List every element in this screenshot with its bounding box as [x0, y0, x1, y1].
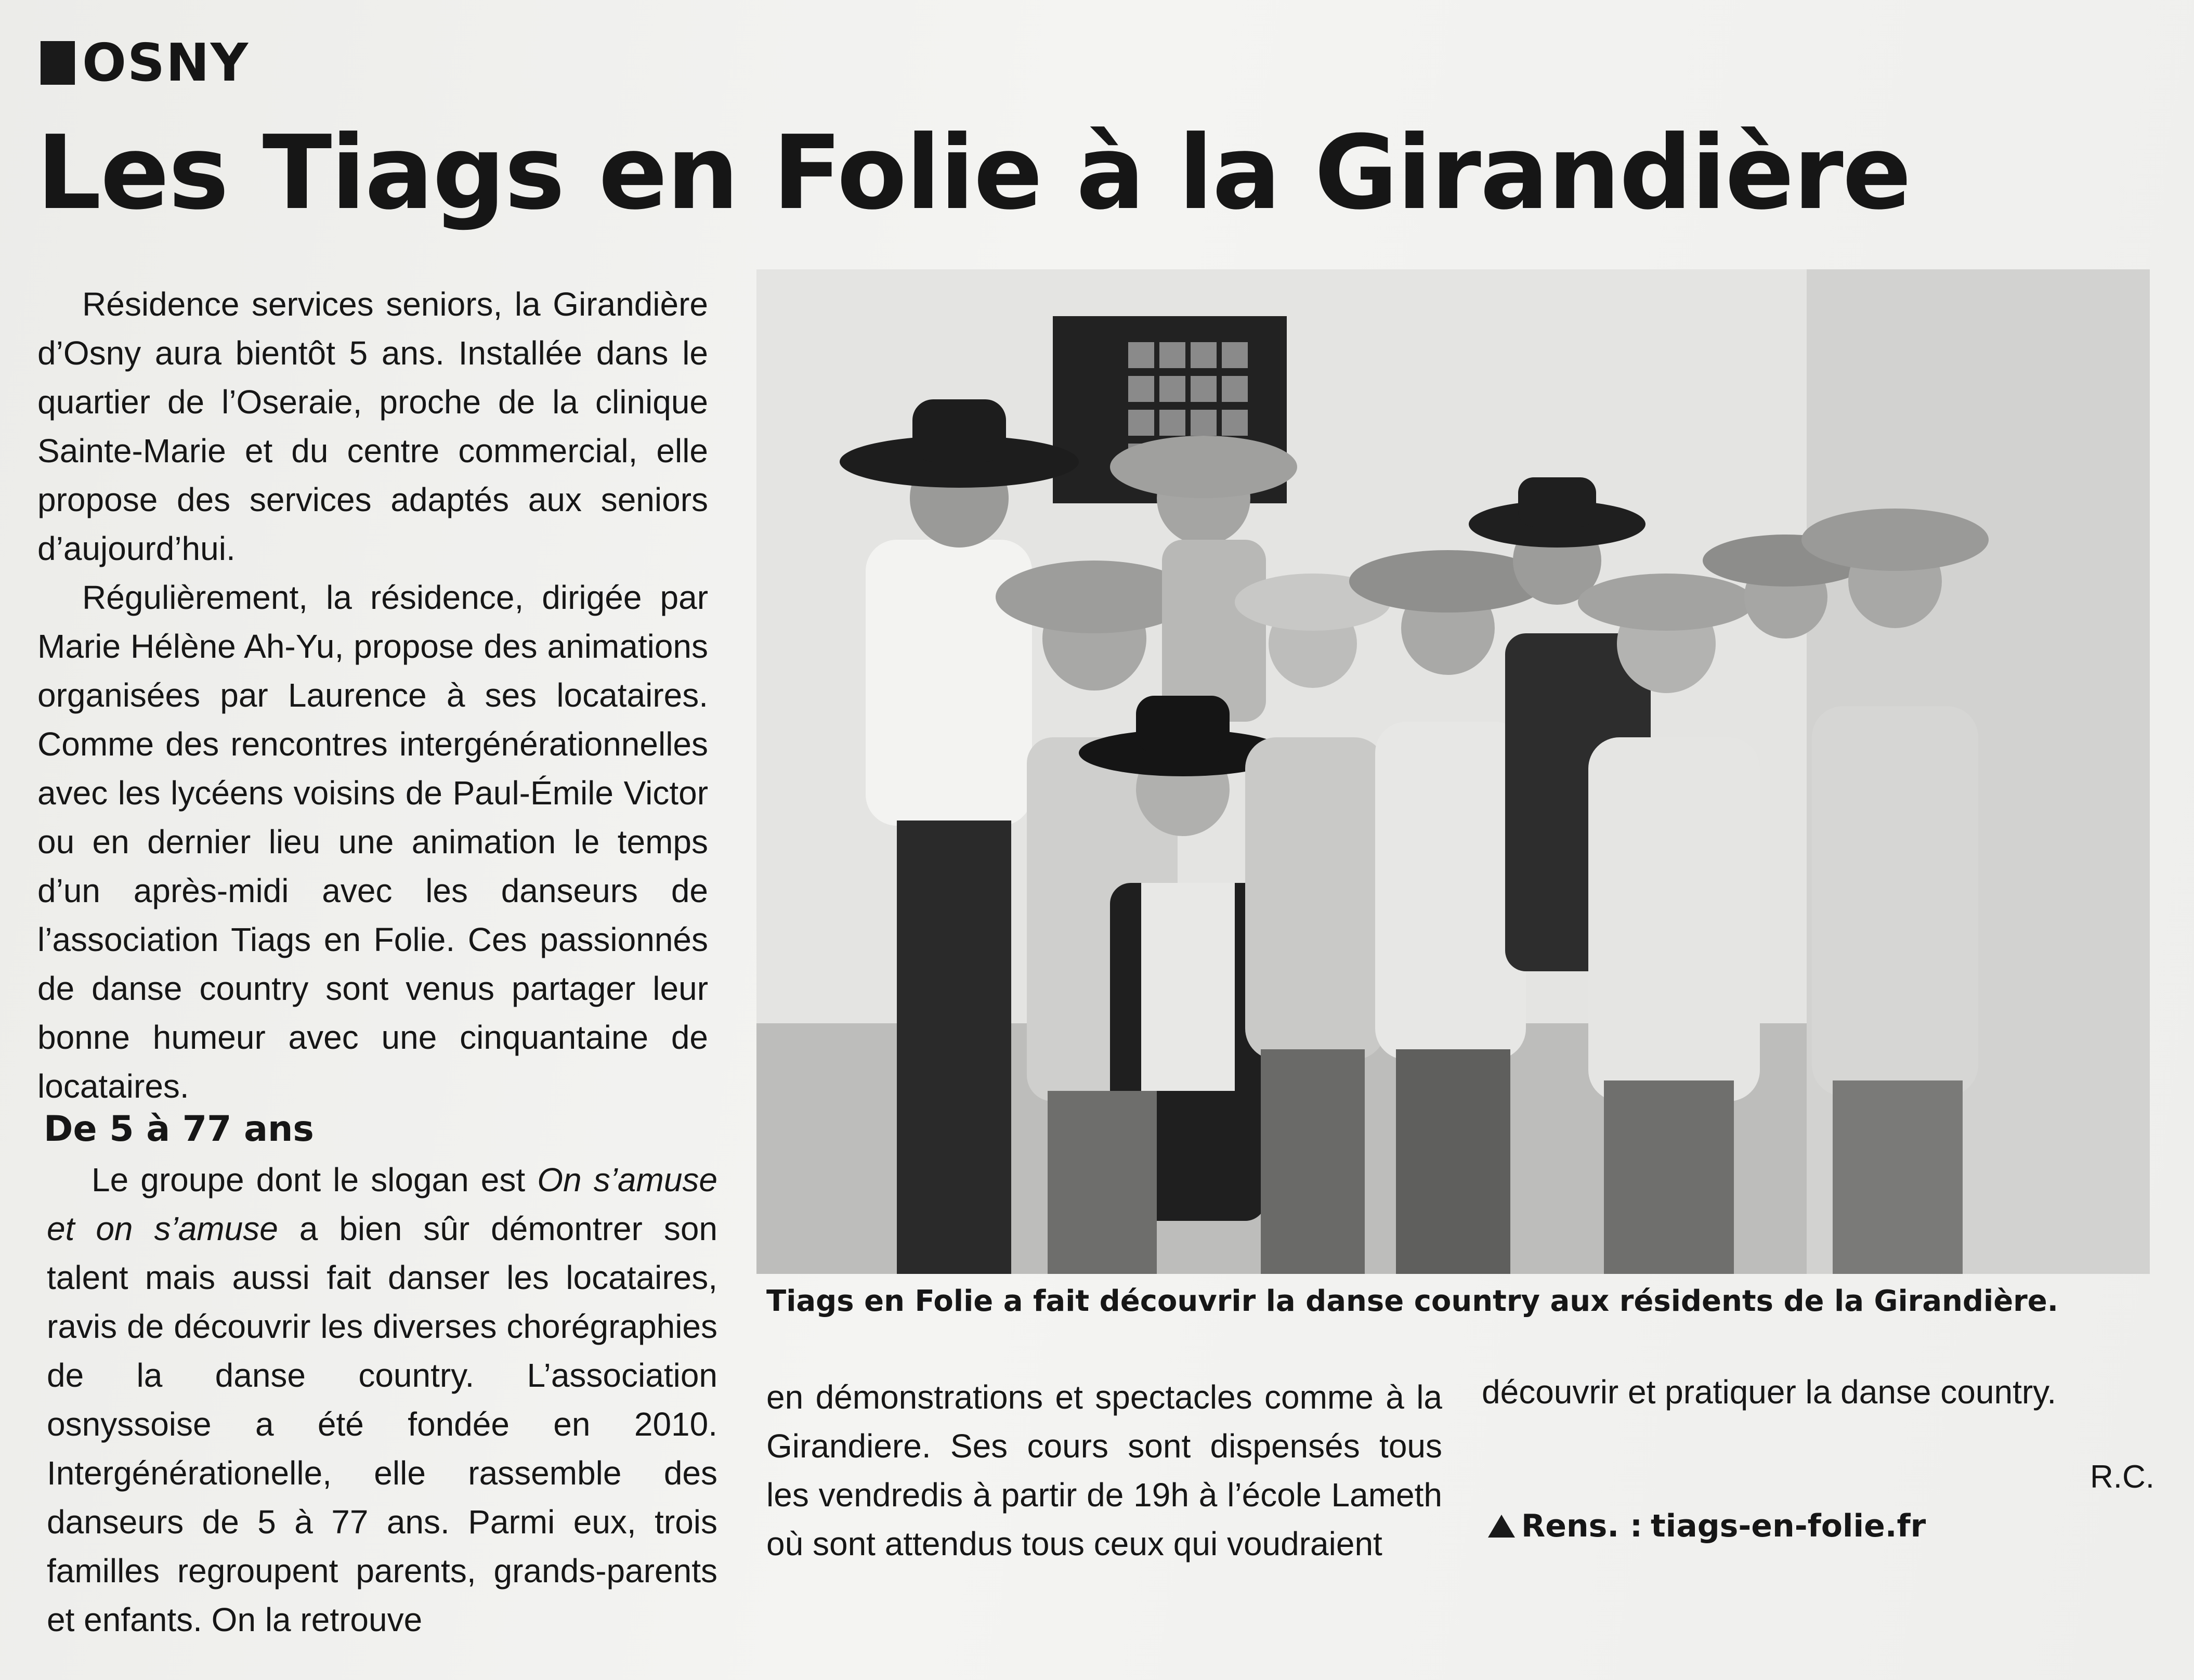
paragraph-classes: en démonstrations et spectacles comme à la Girandiere. Ses cours sont dispensés tous les vendredis à partir de 19h à l’école Lameth où sont attendus tous ceux qui voudraient	[766, 1378, 1442, 1562]
article-column-3	[1482, 1368, 2158, 1416]
info-url: tiags-en-folie.fr	[1651, 1508, 1926, 1544]
group-slogan: On s’amuse et on s’amuse	[47, 1161, 718, 1247]
paragraph-animations: Régulièrement, la résidence, dirigée par Marie Hélène Ah-Yu, propose des animations organisées par Laurence à ses locataires. Comme des rencontres intergénérationnelles avec les lycéens voisins de Paul-Émile Victor ou en dernier lieu une animation le temps d’un après-midi avec les danseurs de l’association Tiags en Folie. Ces passionnés de danse country sont venus partager leur bonne humeur avec une cinquantaine de locataires.	[37, 579, 708, 1105]
section-marker-icon	[41, 41, 75, 85]
article-column-2	[766, 1373, 1442, 1568]
article-photo	[756, 269, 2150, 1274]
section-name: OSNY	[82, 32, 250, 93]
author-signature: R.C.	[2090, 1459, 2154, 1495]
info-line	[1488, 1508, 1926, 1544]
paragraph-ending: découvrir et pratiquer la danse country.	[1482, 1373, 2057, 1411]
info-label: Rens. :	[1521, 1508, 1642, 1544]
photo-caption: Tiags en Folie a fait découvrir la danse country aux résidents de la Girandière.	[766, 1284, 2059, 1318]
section-label	[41, 32, 249, 93]
paragraph-group-start: Le groupe dont le slogan est	[92, 1161, 538, 1199]
paragraph-intro: Résidence services seniors, la Girandière d’Osny aura bientôt 5 ans. Installée dans le quartier de l’Oseraie, proche de la clinique Sainte-Marie et du centre commercial, elle propose des services adaptés aux seniors d’aujourd’hui.	[37, 285, 708, 567]
article-column-1	[37, 280, 708, 1111]
article-headline: Les Tiags en Folie à la Girandière	[36, 114, 1911, 232]
article-column-1-continued	[47, 1155, 717, 1644]
triangle-icon	[1488, 1515, 1515, 1538]
dancers-group-photo	[756, 269, 2150, 1274]
paragraph-group-rest: a bien sûr démontrer son talent mais aussi fait danser les locataires, ravis de découvrir les diverses chorégraphies de la danse country. L’association osnyssoise a été fondée en 2010. Intergénérationelle, elle rassemble des danseurs de 5 à 77 ans. Parmi eux, trois familles regroupent parents, grands-parents et enfants. On la retrouve	[47, 1210, 718, 1638]
paragraph-group	[47, 1155, 717, 1644]
article-subheading: De 5 à 77 ans	[44, 1109, 314, 1150]
